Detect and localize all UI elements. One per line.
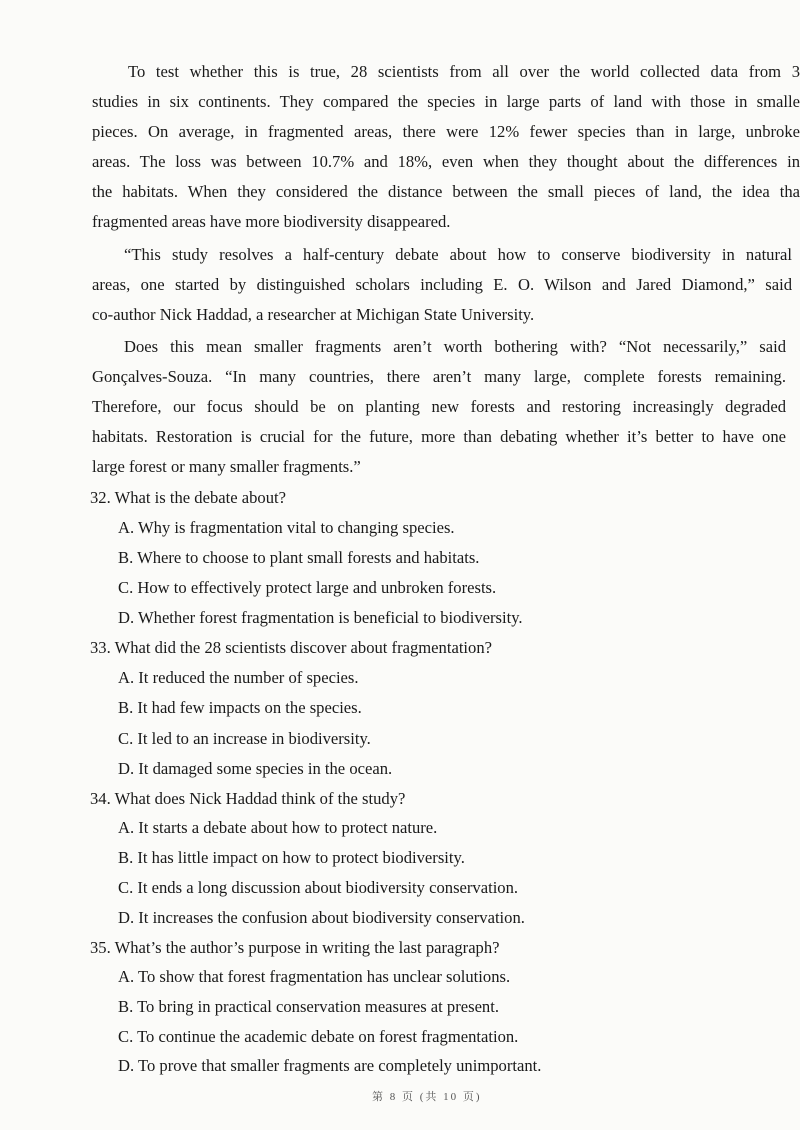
- question-stem: 33. What did the 28 scientists discover about fragmentation?: [90, 638, 492, 657]
- passage-line: Therefore, our focus should be on planting new forests and restoring increasingly degraded: [92, 397, 786, 416]
- question-option[interactable]: D. It increases the confusion about biodiversity conservation.: [118, 908, 525, 927]
- question-option[interactable]: A. To show that forest fragmentation has unclear solutions.: [118, 967, 511, 986]
- passage-line: To test whether this is true, 28 scientists from all over the world collected data from 3: [128, 62, 800, 81]
- passage-line: “This study resolves a half-century debate about how to conserve biodiversity in natural: [124, 245, 792, 264]
- passage-line: co-author Nick Haddad, a researcher at Michigan State University.: [92, 305, 535, 324]
- question-stem: 34. What does Nick Haddad think of the study?: [90, 789, 406, 808]
- passage-line: studies in six continents. They compared the species in large parts of land with those in smalle: [92, 92, 800, 111]
- question-option[interactable]: D. To prove that smaller fragments are completely unimportant.: [118, 1056, 542, 1075]
- question-option[interactable]: B. Where to choose to plant small forests and habitats.: [118, 548, 480, 567]
- passage-line: areas. The loss was between 10.7% and 18%, even when they thought about the differences in: [92, 152, 800, 171]
- passage-line: Does this mean smaller fragments aren’t worth bothering with? “Not necessarily,” said: [124, 337, 786, 356]
- question-option[interactable]: B. To bring in practical conservation measures at present.: [118, 997, 499, 1016]
- question-stem: 32. What is the debate about?: [90, 488, 286, 507]
- question-option[interactable]: A. It starts a debate about how to protect nature.: [118, 818, 438, 837]
- passage-line: Gonçalves-Souza. “In many countries, there aren’t many large, complete forests remaining.: [92, 367, 786, 386]
- question-option[interactable]: C. It led to an increase in biodiversity.: [118, 729, 371, 748]
- question-option[interactable]: A. It reduced the number of species.: [118, 668, 359, 687]
- question-option[interactable]: B. It had few impacts on the species.: [118, 698, 362, 717]
- question-option[interactable]: D. Whether forest fragmentation is beneficial to biodiversity.: [118, 608, 523, 627]
- passage-line: fragmented areas have more biodiversity disappeared.: [92, 212, 451, 231]
- passage-line: areas, one started by distinguished scholars including E. O. Wilson and Jared Diamond,” said: [92, 275, 792, 294]
- passage-line: the habitats. When they considered the distance between the small pieces of land, the idea tha: [92, 182, 800, 201]
- question-option[interactable]: C. How to effectively protect large and unbroken forests.: [118, 578, 497, 597]
- page-footer: 第 8 页 (共 10 页): [372, 1091, 482, 1103]
- question-option[interactable]: D. It damaged some species in the ocean.: [118, 759, 393, 778]
- passage-line: habitats. Restoration is crucial for the future, more than debating whether it’s better to have one: [92, 427, 786, 446]
- passage-line: large forest or many smaller fragments.”: [92, 457, 361, 476]
- question-option[interactable]: C. To continue the academic debate on forest fragmentation.: [118, 1027, 519, 1046]
- question-stem: 35. What’s the author’s purpose in writing the last paragraph?: [90, 938, 500, 957]
- question-option[interactable]: A. Why is fragmentation vital to changing species.: [118, 518, 455, 537]
- question-option[interactable]: B. It has little impact on how to protect biodiversity.: [118, 848, 465, 867]
- passage-line: pieces. On average, in fragmented areas, there were 12% fewer species than in large, unbroke: [92, 122, 800, 141]
- question-option[interactable]: C. It ends a long discussion about biodiversity conservation.: [118, 878, 519, 897]
